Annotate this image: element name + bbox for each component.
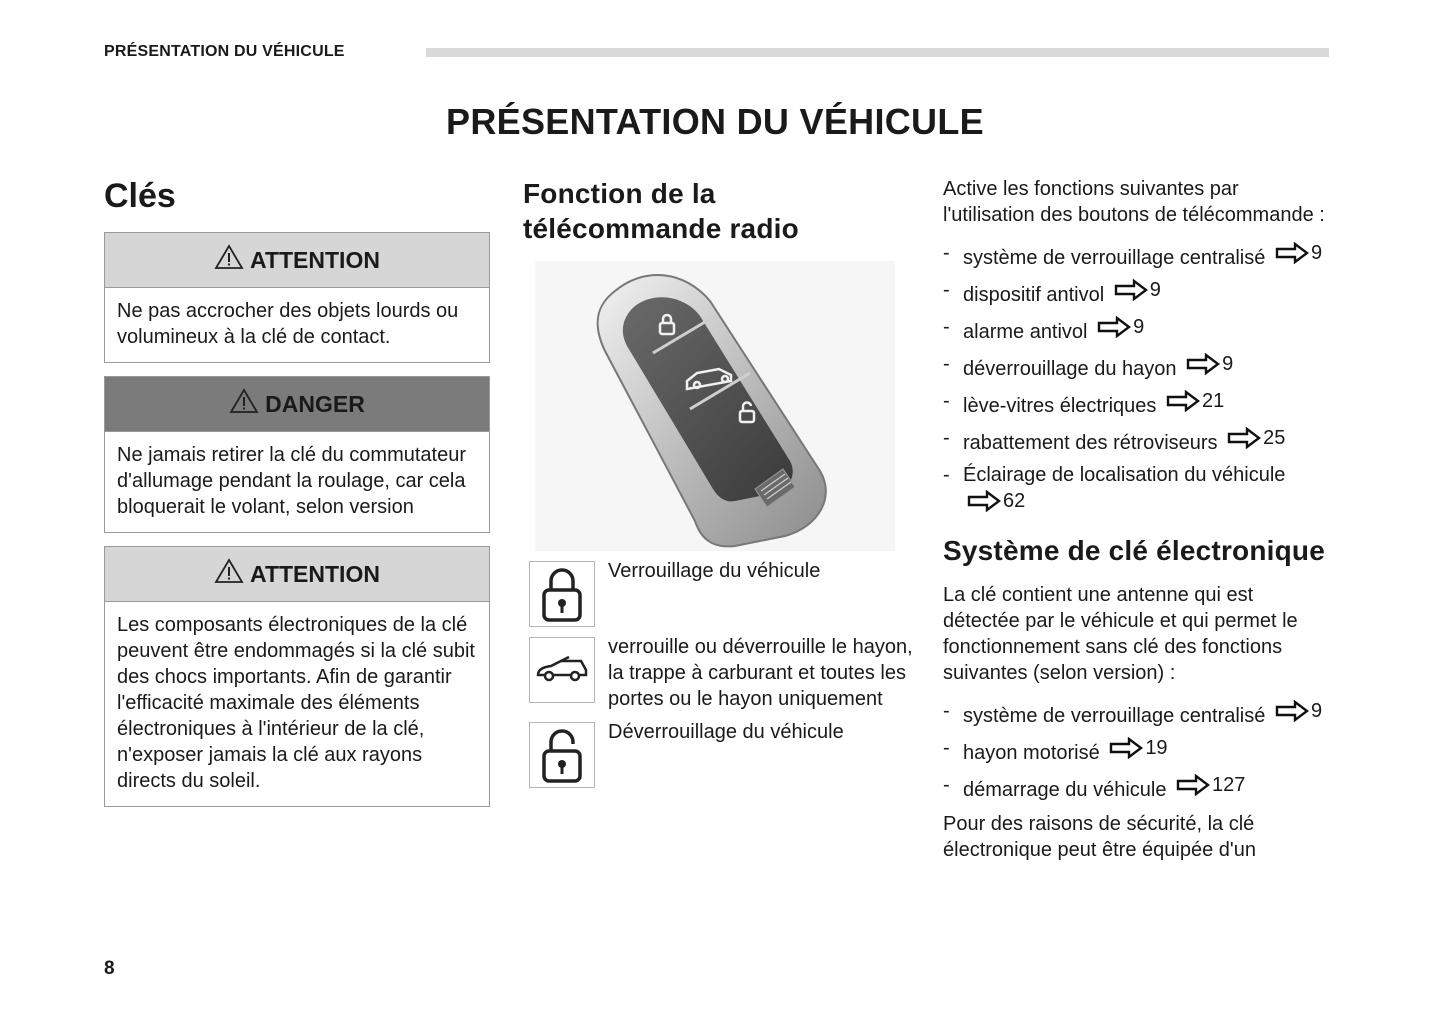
notice-text: Ne jamais retirer la clé du commutateur d'allumage pendant la roulage, car cela bloquerait le volant, selon version — [117, 444, 467, 518]
notice-type-label: DANGER — [265, 390, 365, 417]
page-reference[interactable] — [1110, 277, 1161, 303]
arrow-right-icon — [1114, 279, 1148, 301]
lock-icon — [529, 561, 595, 627]
running-header-title: PRÉSENTATION DU VÉHICULE — [104, 43, 345, 60]
notice-header — [105, 547, 489, 602]
page-reference-number: 9 — [1133, 316, 1145, 338]
closing-paragraph: Pour des raisons de sécurité, la clé électronique peut être équipée d'un — [943, 813, 1256, 861]
list-item — [943, 735, 1335, 766]
page-reference[interactable] — [1162, 388, 1224, 414]
key-fob-icon — [535, 261, 895, 551]
notice-header — [105, 233, 489, 288]
arrow-right-icon — [1097, 316, 1131, 338]
section-heading-electronic-key: Système de clé électronique — [943, 535, 1326, 566]
page-reference[interactable] — [1093, 314, 1144, 340]
page-title: PRÉSENTATION DU VÉHICULE — [446, 101, 984, 142]
remote-key-fob-illustration — [535, 261, 895, 551]
function-list — [943, 240, 1335, 519]
page-reference-number: 21 — [1201, 390, 1225, 412]
list-item — [943, 698, 1335, 729]
arrow-right-icon — [1186, 353, 1220, 375]
page-reference[interactable] — [1105, 735, 1167, 761]
arrow-right-icon — [1275, 700, 1309, 722]
notice-text: Ne pas accrocher des objets lourds ou volumineux à la clé de contact. — [117, 300, 459, 348]
car-tailgate-icon — [529, 637, 595, 703]
function-label: système de verrouillage centralisé — [963, 247, 1266, 269]
notice-attention-1 — [104, 232, 490, 363]
page-reference[interactable] — [1271, 240, 1322, 266]
legend-item-tailgate — [523, 637, 915, 712]
arrow-right-icon — [967, 490, 1001, 512]
list-item — [943, 388, 1335, 419]
legend-item-unlock — [523, 722, 915, 788]
page-reference[interactable] — [1271, 698, 1322, 724]
page-reference-number: 62 — [1003, 490, 1026, 512]
legend-text: verrouille ou déverrouille le hayon, la trappe à carburant et toutes les portes ou le hayon uniquement — [608, 636, 913, 710]
notice-text: Les composants électroniques de la clé peuvent être endommagés si la clé subit des chocs importants. Afin de garantir l'efficacité maximale des éléments électroniques à l'intérieur de la clé, n'exposer jamais la clé aux rayons directs du soleil. — [117, 614, 475, 792]
arrow-right-icon — [1275, 242, 1309, 264]
notice-type-label: ATTENTION — [250, 560, 380, 587]
arrow-right-icon — [1166, 390, 1200, 412]
function-label: démarrage du véhicule — [963, 779, 1167, 801]
legend-text: Déverrouillage du véhicule — [608, 721, 844, 743]
notice-danger — [104, 376, 490, 533]
electronic-key-paragraph: La clé contient une antenne qui est détectée par le véhicule et qui permet le fonctionnement sans clé des fonctions suivantes (selon version) : — [943, 584, 1298, 684]
function-label: alarme antivol — [963, 321, 1088, 343]
page-number: 8 — [104, 958, 115, 979]
legend-item-lock — [523, 561, 915, 627]
page-reference[interactable] — [1182, 351, 1233, 377]
button-legend — [523, 561, 915, 788]
arrow-right-icon — [1176, 774, 1210, 796]
function-label: dispositif antivol — [963, 284, 1105, 306]
arrow-right-icon — [1227, 427, 1261, 449]
unlock-icon — [529, 722, 595, 788]
warning-triangle-icon — [214, 244, 244, 276]
notice-type-label: ATTENTION — [250, 246, 380, 273]
list-item — [943, 240, 1335, 271]
function-label: Éclairage de localisation du véhicule — [963, 464, 1286, 486]
function-label: déverrouillage du hayon — [963, 358, 1177, 380]
page-reference-number: 9 — [1310, 242, 1323, 264]
function-label: rabattement des rétroviseurs — [963, 432, 1218, 454]
header-rule — [426, 48, 1329, 57]
page-reference[interactable] — [1223, 425, 1285, 451]
function-label: lève-vitres électriques — [963, 395, 1157, 417]
function-label: système de verrouillage centralisé — [963, 705, 1266, 727]
warning-triangle-icon — [214, 558, 244, 590]
intro-paragraph: Active les fonctions suivantes par l'utilisation des boutons de télécommande : — [943, 178, 1325, 226]
page-reference-number: 9 — [1222, 353, 1234, 375]
function-list-2 — [943, 698, 1335, 803]
section-heading-keys: Clés — [104, 177, 176, 215]
list-item — [943, 425, 1335, 456]
arrow-right-icon — [1109, 737, 1143, 759]
list-item — [943, 314, 1335, 345]
page-reference-number: 127 — [1212, 774, 1246, 796]
list-item — [943, 277, 1335, 308]
page-reference-number: 25 — [1263, 427, 1286, 449]
list-item — [943, 351, 1335, 382]
page-reference-number: 19 — [1145, 737, 1168, 759]
legend-text: Verrouillage du véhicule — [608, 560, 821, 582]
notice-header — [105, 377, 489, 432]
left-column — [104, 176, 490, 820]
page-reference[interactable] — [1172, 772, 1245, 798]
warning-triangle-icon — [229, 388, 259, 420]
page-reference[interactable] — [963, 488, 1025, 514]
right-column — [943, 176, 1335, 863]
middle-column — [523, 176, 915, 798]
list-item — [943, 462, 1335, 519]
list-item — [943, 772, 1335, 803]
notice-attention-2 — [104, 546, 490, 807]
section-heading-remote: Fonction de la télécommande radio — [523, 178, 799, 244]
page-reference-number: 9 — [1310, 700, 1323, 722]
function-label: hayon motorisé — [963, 742, 1100, 764]
page-reference-number: 9 — [1149, 279, 1161, 301]
